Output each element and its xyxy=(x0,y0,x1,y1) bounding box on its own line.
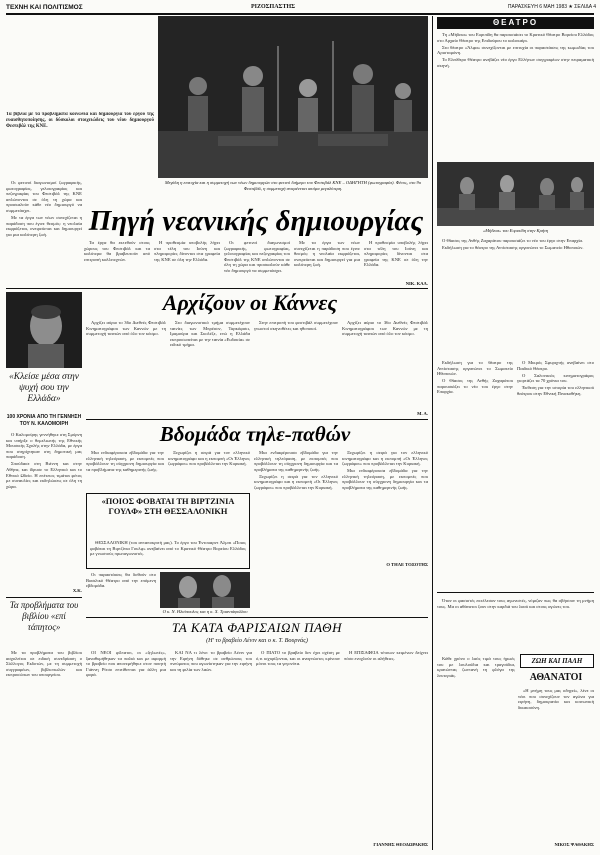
youth-col-1 xyxy=(84,240,150,286)
woolf-title: «ΠΟΙΟΣ ΦΟΒΑΤΑΙ ΤΗ ΒΙΡΤΖΙΝΙΑ ΓΟΥΛΦ» ΣΤΗ ΘΕΣΣΑΛΟΝΙΚΗ xyxy=(101,497,235,516)
woolf-body-2 xyxy=(86,572,156,612)
youth-col-2 xyxy=(154,240,220,286)
pharisees-col-2 xyxy=(170,650,252,850)
youth-col-5 xyxy=(364,240,428,280)
theatre-note: Εκδήλωση για το θέατρο της Αντίστασης οργανώνει το Σωματείο Ηθοποιών. xyxy=(442,244,584,250)
woolf-paragraph: Οι παραστάσεις θα δοθούν στο Βασιλικό Θέατρο από την επόμενη εβδομάδα. xyxy=(86,572,156,589)
cannes-col-2 xyxy=(170,320,250,416)
pharisees-col-3 xyxy=(256,650,340,850)
pharisees-paragraph: ΟΙ ΝΕΟΙ φίλτατοι, οι «ζηλωτές», ξαναθυμήθηκαν τα παλιά και με αφορμή το βραβείο που απονεμήθηκε στον ποιητή Γιάννη Ρίτσο επιτίθενται για άλλη μια φορά. xyxy=(86,650,166,678)
divider xyxy=(437,592,594,593)
kalomiris-paragraph: Ο Καλομοίρης γεννήθηκε στη Σμύρνη και υπήρξε ο θεμελιωτής της Εθνικής Μουσικής Σχολής στην Ελλάδα, με έργα που στηρίχτηκαν στη δημοτική μας παράδοση. xyxy=(6,432,82,460)
life-subtitle: ΑΘΑΝΑΤΟΙ xyxy=(529,672,583,683)
life-col-2 xyxy=(518,688,594,838)
youth-title: Πηγή νεανικής δημιουργίας xyxy=(88,205,424,237)
theatre-item: Τη «Μήδεια» του Ευριπίδη θα παρουσιάσει το Κρατικό Θέατρο Βορείου Ελλάδος στο Αρχαίο Θέατρο της Επιδαύρου το καλοκαίρι. xyxy=(437,32,594,43)
date-page: ΠΑΡΑΣΚΕΥΗ 6 ΜΑΗ 1983 ★ ΣΕΛΙΔΑ 4 xyxy=(507,4,596,10)
books-paragraph: Με τα προβλήματα του βιβλίου ασχολείται σε ειδική συνεδρίαση ο Σύλλογος Εκδοτών, με τη συμμετοχή συγγραφέων, βιβλιοπωλών και εκπροσώπων του υπουργείου. xyxy=(6,650,82,678)
tv-col-2 xyxy=(168,450,250,490)
tv-col-4 xyxy=(342,450,428,562)
theatre-list xyxy=(437,32,594,160)
books-body xyxy=(6,650,82,850)
theatre-note: Ο Θίασος της Ανθής Ζαχαράτου παρουσιάζει το νέο του έργο στην Επαρχία. xyxy=(437,378,513,395)
theatre-photo-caption: «Μήδεια» του Ευριπίδη στην Κρήτη xyxy=(482,228,549,233)
youth-col-3 xyxy=(224,240,290,286)
youth-paragraph: Η προθεσμία υποβολής λήγει στα τέλη του Ιούνη και πληροφορίες δίνονται στα γραφεία της ΚΝΕ σε όλη την Ελλάδα. xyxy=(364,240,428,268)
kalomiris-paragraph: Σπούδασε στη Βιέννη και στην Αθήνα, και ίδρυσε το Ελληνικό και το Εθνικό Ωδείο. Η επέτειος τιμάται φέτος με συναυλίες και εκδηλώσεις σε όλη τη χώρα. xyxy=(6,461,82,489)
theatre-notes xyxy=(437,238,594,358)
theatre-right-item: Έκθεση για την ιστορία του ελληνικού θεάτρου στην Εθνική Πινακοθήκη. xyxy=(517,385,594,396)
tv-paragraph: Ξεχωρίζει η σειρά για τον ελληνικό κινηματογράφο και η εκπομπή «Οι Έλληνες ζωγράφοι» που προβάλλεται την Κυριακή. xyxy=(254,473,338,490)
theatre-notes-2 xyxy=(437,360,513,520)
divider xyxy=(6,288,428,289)
theatre-right-items xyxy=(517,360,594,520)
youth-paragraph: Η προθεσμία υποβολής λήγει στα τέλη του Ιούνη και πληροφορίες δίνονται στα γραφεία της ΚΝΕ σε όλη την Ελλάδα. xyxy=(154,240,220,262)
woolf-body xyxy=(90,540,246,568)
life-paragraph: Κάθε χρόνο ο λαός τιμά τους ήρωές του με λουλούδια και τραγούδια, κρατώντας ζωντανή τη φλόγα της λευτεριάς. xyxy=(437,656,515,678)
tv-title: Βδομάδα τηλε-παθών xyxy=(159,422,351,446)
youth-paragraph: Οι φετινοί διαγωνισμοί ζωγραφικής, φωτογραφίας, γελοιογραφίας και πεζογραφίας του Φεστιβάλ της ΚΝΕ απλώνονται σε όλη τη χώρα και προσκαλούν κάθε νέο δημιουργό να συμμετάσχει. xyxy=(6,180,82,213)
divider xyxy=(86,419,428,420)
pharisees-paragraph: Η ΕΠΙΣΑΦΕΙΑ τέτοιων κειμένων δείχνει πόσο ενοχλούν οι αλήθειες. xyxy=(344,650,428,661)
life-paragraph: «Η μνήμη τους μας οδηγεί», λένε οι νέοι που συνεχίζουν τον αγώνα για ειρήνη, δημοκρατία και κοινωνική δικαιοσύνη. xyxy=(518,688,594,710)
youth-paragraph: Με τα έργα των νέων συνεχίζεται η παράδοση που έγινε θεσμός: η νεολαία εκφράζεται, ονειρεύεται και δημιουργεί για μια καλύτερη ζωή. xyxy=(294,240,360,268)
youth-signature: ΝΙΚ. ΚΑΛ. xyxy=(405,281,428,286)
youth-col-4 xyxy=(294,240,360,286)
tv-col-1 xyxy=(86,450,164,490)
column-divider xyxy=(432,16,433,850)
pharisees-col-4 xyxy=(344,650,428,840)
tv-paragraph: Μια ενδιαφέρουσα εβδομάδα για την ελληνική τηλεόραση, με εκπομπές που προβάλλουν τη σύγχρονη δημιουργία και τα προβλήματα της καθημερινής ζωής. xyxy=(254,450,338,472)
pharisees-paragraph: ΚΑΙ ΝΑ τι λένε: το βραβείο Λένιν για την Ειρήνη δόθηκε σε ανθρώπους του πνεύματος που αγωνίστηκαν για την ειρήνη και τη φιλία των λαών. xyxy=(170,650,252,672)
pharisees-title: ΤΑ ΚΑΤΑ ΦΑΡΙΣΑΙΩΝ ΠΑΘΗ xyxy=(171,620,343,635)
pharisees-signature: ΓΙΑΝΝΗΣ ΘΕΟΔΩΡΑΚΗΣ xyxy=(373,842,428,847)
theatre-header xyxy=(437,17,594,29)
tv-paragraph: Μια ενδιαφέρουσα εβδομάδα για την ελληνική τηλεόραση, με εκπομπές που προβάλλουν τη σύγχρονη δημιουργία και τα προβλήματα της καθημερινής ζωής. xyxy=(342,468,428,490)
life-title: ΖΩΗ ΚΑΙ ΠΑΛΗ xyxy=(531,657,583,665)
youth-lead: Τα βιβλία με τα προβλήματα κοινωνία και δημιουργία του έργου της ευαισθητοποίησης, οι δύσκολοι στοιχειώδεις του νέου δημιουργού Φεστιβάλ της ΚΝΕ. xyxy=(6,112,154,129)
theatre-note: Ο Θίασος της Ανθής Ζαχαράτου παρουσιάζει το νέο του έργο στην Επαρχία. xyxy=(442,238,584,243)
youth-paragraph: Με τα έργα των νέων συνεχίζεται η παράδοση που έγινε θεσμός: η νεολαία εκφράζεται, ονειρεύεται και δημιουργεί για μια καλύτερη ζωή. xyxy=(6,214,82,237)
pharisees-subtitle: (Η' το βραβείο Λένιν και ο κ. Τ. Βουρνάς) xyxy=(206,637,308,644)
youth-intro xyxy=(6,180,82,280)
theatre-photo xyxy=(437,162,594,226)
festival-photo xyxy=(158,16,428,178)
theatre-item: Το Ελεύθερο Θέατρο ανεβάζει νέο έργο Ελλήνων συγγραφέων στην πειραματική σκηνή. xyxy=(437,57,594,68)
cannes-col-4 xyxy=(342,320,428,410)
cannes-paragraph: Αρχίζει αύριο το 36ο Διεθνές Φεστιβάλ Κινηματογράφου των Καννών με τη συμμετοχή ταινιών από όλο τον κόσμο. xyxy=(342,320,428,337)
woolf-photo-caption: Ο κ. Ν. Ηλιόπουλος και η κ. Χ. Τριαντάφυλλου xyxy=(162,609,248,614)
cannes-paragraph: Αρχίζει αύριο το 36ο Διεθνές Φεστιβάλ Κινηματογράφου των Καννών με τη συμμετοχή ταινιών από όλο τον κόσμο. xyxy=(86,320,166,337)
kalomiris-photo xyxy=(6,292,82,368)
masthead-rule xyxy=(6,13,594,15)
kalomiris-body xyxy=(6,432,82,584)
kalomiris-subhead: 100 ΧΡΟΝΙΑ ΑΠΟ ΤΗ ΓΕΝΝΗΣΗ ΤΟΥ Ν. ΚΑΛΟΜΟΙΡΗ xyxy=(6,414,82,427)
theatre-header-label: ΘΕΑΤΡΟ xyxy=(492,18,539,27)
cannes-paragraph: Στην επιτροπή του φεστιβάλ συμμετέχουν γνωστοί σκηνοθέτες και ηθοποιοί. xyxy=(254,320,338,331)
woolf-paragraph: ΘΕΣΣΑΛΟΝΙΚΗ (του ανταποκριτή μας). Το έργο του Έντουαρντ Άλμπι «Ποιος φοβάται τη Βιρτζίνια Γουλφ» ανεβαίνει από το Κρατικό Θέατρο Βορείου Ελλάδος με γνωστούς πρωταγωνιστές. xyxy=(90,540,246,557)
pharisees-col-1 xyxy=(86,650,166,850)
life-paragraph: Όταν οι φασιστές εκτέλεσαν τους αγωνιστές, νόμιζαν πως θα σβήσουν τη μνήμη τους. Μα οι αθάνατοι ζουν στην καρδιά του λαού και στους αγώνες του. xyxy=(437,598,594,609)
cannes-col-1 xyxy=(86,320,166,416)
section-title: ΤΕΧΝΗ ΚΑΙ ΠΟΛΙΤΙΣΜΟΣ xyxy=(6,4,83,11)
life-signature: ΝΙΚΟΣ ΨΑΘΑΚΗΣ xyxy=(554,842,594,847)
cannes-title: Αρχίζουν οι Κάννες xyxy=(162,290,338,315)
tv-paragraph: Ξεχωρίζει η σειρά για τον ελληνικό κινηματογράφο και η εκπομπή «Οι Έλληνες ζωγράφοι» που προβάλλεται την Κυριακή. xyxy=(342,450,428,467)
youth-paragraph: Τα έργα θα εκτεθούν στους χώρους του Φεστιβάλ και τα καλύτερα θα βραβευτούν από επιτροπή καλλιτεχνών. xyxy=(84,240,150,262)
festival-photo-caption: Μεγάλη η επιτυχία και η συμμετοχή των νέων δημιουργών στο φετινό διήμερο του Φεστιβάλ ΚΝΕ – ΟΔΗΓΗΤΗ (φωτογραφία). Φέτος, στο 9ο Φεστιβάλ, η συμμετοχή αναμένεται ακόμα μεγαλύτερη. xyxy=(164,180,422,191)
tv-paragraph: Ξεχωρίζει η σειρά για τον ελληνικό κινηματογράφο και η εκπομπή «Οι Έλληνες ζωγράφοι» που προβάλλεται την Κυριακή. xyxy=(168,450,250,467)
tv-paragraph: Μια ενδιαφέρουσα εβδομάδα για την ελληνική τηλεόραση, με εκπομπές που προβάλλουν τη σύγχρονη δημιουργία και τα προβλήματα της καθημερινής ζωής. xyxy=(86,450,164,472)
cannes-signature: Μ. Α. xyxy=(417,411,428,416)
divider xyxy=(86,617,428,618)
kalomiris-quote: «Κλείσε μέσα στην ψυχή σου την Ελλάδα» xyxy=(9,372,79,404)
woolf-photo xyxy=(160,572,250,608)
divider xyxy=(6,597,82,598)
life-intro xyxy=(437,598,594,652)
kalomiris-signature: Χ.Κ. xyxy=(72,588,82,593)
pharisees-paragraph: Ο ΠΙΑΤΟ το βραβείο δεν έχει σχέση με ό,τι ισχυρίζονται, και οι αναγνώστες κρίνουν μόνοι τους τα γεγονότα. xyxy=(256,650,340,667)
books-title: Τα προβλήματα του βιβλίου «επί τάπητος» xyxy=(9,600,79,632)
life-col-1 xyxy=(437,656,515,840)
tv-signature: Ο ΤΗΛΕ ΤΟΞΟΤΗΣ xyxy=(386,562,428,567)
tv-col-3 xyxy=(254,450,338,562)
paper-name: ΡΙΖΟΣΠΑΣΤΗΣ xyxy=(250,4,296,10)
theatre-right-item: Ο Σαλονικιός κινηματογράφος γιορτάζει τα 70 χρόνια του. xyxy=(517,372,594,384)
theatre-right-item: Ο Μικρός Σφυριχτής ανεβαίνει στο Παιδικό Θέατρο. xyxy=(517,360,594,371)
cannes-col-3 xyxy=(254,320,338,416)
theatre-note: Εκδήλωση για το θέατρο της Αντίστασης οργανώνει το Σωματείο Ηθοποιών. xyxy=(437,360,513,377)
cannes-paragraph: Στο διαγωνιστικό τμήμα συμμετέχουν ταινίες των Μπρέσον, Ταρκόφσκι, Ιμαμούρα και Σκολέζε, ενώ η Ελλάδα εκπροσωπείται με την ταινία «Ευδοκία» σε ειδικό τμήμα. xyxy=(170,320,250,348)
youth-paragraph: Οι φετινοί διαγωνισμοί ζωγραφικής, φωτογραφίας, γελοιογραφίας και πεζογραφίας του Φεστιβάλ της ΚΝΕ απλώνονται σε όλη τη χώρα και προσκαλούν κάθε νέο δημιουργό να συμμετάσχει. xyxy=(224,240,290,273)
theatre-item: Στο θέατρο «Άλφα» συνεχίζονται με επιτυχία οι παραστάσεις της κωμωδίας του Αριστοφάνη. xyxy=(437,44,594,56)
life-title-box xyxy=(520,654,594,668)
